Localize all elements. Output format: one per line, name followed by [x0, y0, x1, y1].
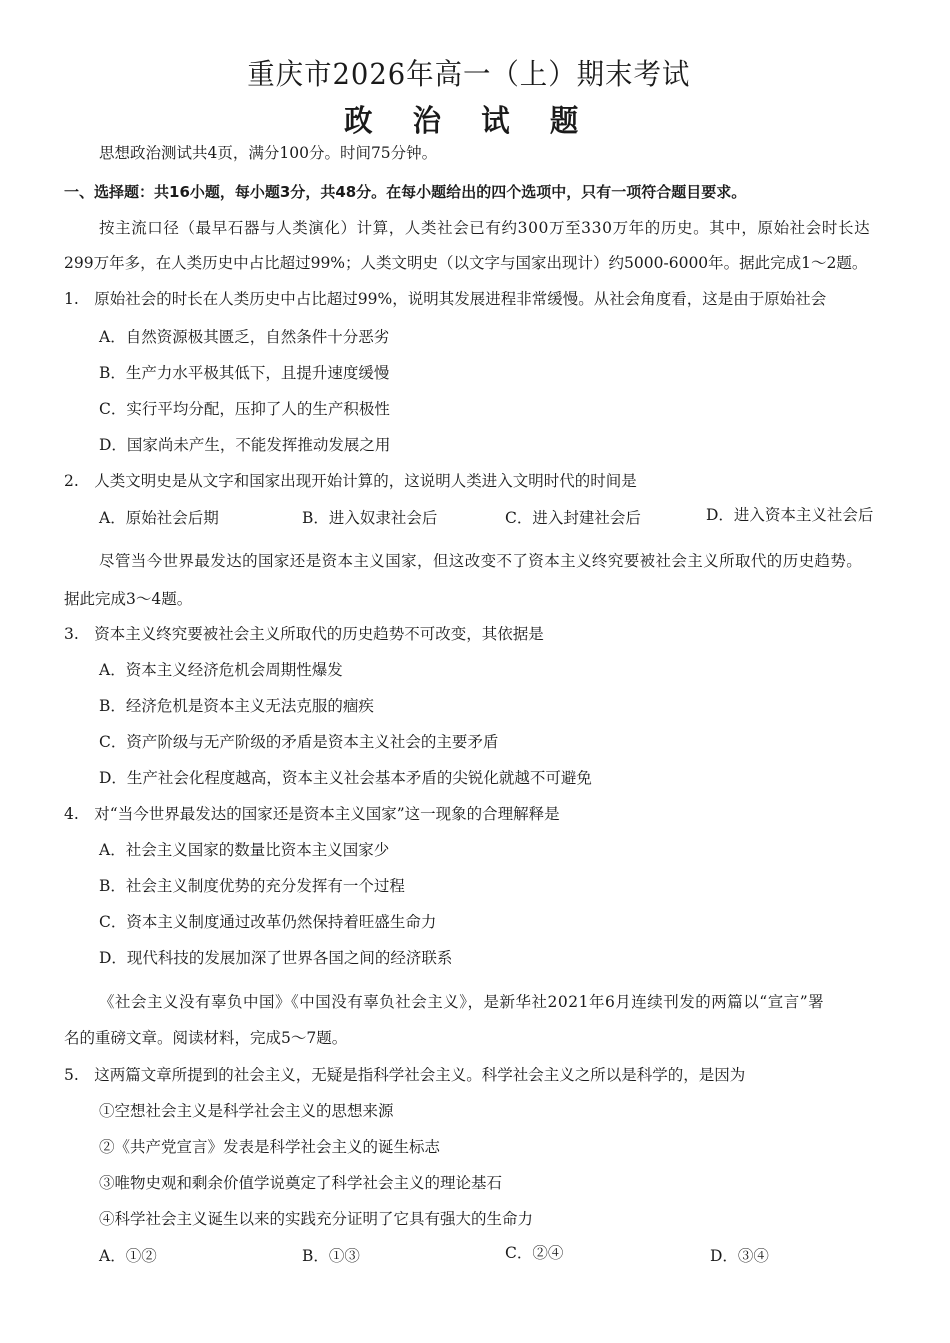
material-2-line-2: 据此完成3～4题。 — [64, 590, 193, 608]
question-1-stem: 1. 原始社会的时长在人类历史中占比超过99%，说明其发展进程非常缓慢。从社会角度看，这是由于原始社会 — [64, 290, 827, 308]
question-4-option-a: A．社会主义国家的数量比资本主义国家少 — [99, 841, 390, 859]
question-5-option-d: D．③④ — [710, 1247, 769, 1265]
material-1-line-2: 299万年多，在人类历史中占比超过99%；人类文明史（以文字与国家出现计）约5000-6000年。据此完成1～2题。 — [64, 254, 868, 272]
question-5-statement-1: ①空想社会主义是科学社会主义的思想来源 — [99, 1102, 394, 1120]
section-heading: 一、选择题：共16小题，每小题3分，共48分。在每小题给出的四个选项中，只有一项符合题目要求。 — [64, 183, 747, 201]
material-1-line-1: 按主流口径（最早石器与人类演化）计算，人类社会已有约300万至330万年的历史。其中，原始社会时长达 — [99, 219, 871, 237]
question-5-statement-3: ③唯物史观和剩余价值学说奠定了科学社会主义的理论基石 — [99, 1174, 503, 1192]
question-3-option-d: D．生产社会化程度越高，资本主义社会基本矛盾的尖锐化就越不可避免 — [99, 769, 592, 787]
question-5-option-c: C．②④ — [505, 1244, 564, 1262]
question-2-option-d: D．进入资本主义社会后 — [706, 506, 874, 524]
question-5-statement-2: ②《共产党宣言》发表是科学社会主义的诞生标志 — [99, 1138, 441, 1156]
question-4-option-d: D．现代科技的发展加深了世界各国之间的经济联系 — [99, 949, 453, 967]
exam-title: 重庆市2026年高一（上）期末考试 — [247, 57, 691, 91]
question-3-option-a: A．资本主义经济危机会周期性爆发 — [99, 661, 343, 679]
question-5-option-b: B．①③ — [302, 1247, 360, 1265]
question-3-stem: 3. 资本主义终究要被社会主义所取代的历史趋势不可改变，其依据是 — [64, 625, 544, 643]
exam-note: 思想政治测试共4页，满分100分。时间75分钟。 — [99, 144, 438, 162]
question-1-option-a: A．自然资源极其匮乏，自然条件十分恶劣 — [99, 328, 390, 346]
question-1-option-c: C．实行平均分配，压抑了人的生产积极性 — [99, 400, 390, 418]
subject-title: 政 治 试 题 — [344, 104, 594, 139]
material-2-line-1: 尽管当今世界最发达的国家还是资本主义国家，但这改变不了资本主义终究要被社会主义所取代的历史趋势。 — [99, 552, 863, 570]
question-2-stem: 2. 人类文明史是从文字和国家出现开始计算的，这说明人类进入文明时代的时间是 — [64, 472, 637, 490]
question-5-option-a: A．①② — [99, 1247, 157, 1265]
question-5-statement-4: ④科学社会主义诞生以来的实践充分证明了它具有强大的生命力 — [99, 1210, 534, 1228]
question-4-option-b: B．社会主义制度优势的充分发挥有一个过程 — [99, 877, 405, 895]
material-3-line-1: 《社会主义没有辜负中国》《中国没有辜负社会主义》，是新华社2021年6月连续刊发的两篇以“宣言”署 — [99, 993, 825, 1011]
question-3-option-c: C．资产阶级与无产阶级的矛盾是资本主义社会的主要矛盾 — [99, 733, 499, 751]
question-3-option-b: B．经济危机是资本主义无法克服的痼疾 — [99, 697, 374, 715]
material-3-line-2: 名的重磅文章。阅读材料，完成5～7题。 — [64, 1029, 348, 1047]
question-5-stem: 5. 这两篇文章所提到的社会主义，无疑是指科学社会主义。科学社会主义之所以是科学的，是因为 — [64, 1066, 746, 1084]
question-4-stem: 4. 对“当今世界最发达的国家还是资本主义国家”这一现象的合理解释是 — [64, 805, 560, 823]
question-1-option-d: D．国家尚未产生，不能发挥推动发展之用 — [99, 436, 391, 454]
question-2-option-c: C．进入封建社会后 — [505, 509, 641, 527]
question-2-option-b: B．进入奴隶社会后 — [302, 509, 438, 527]
question-4-option-c: C．资本主义制度通过改革仍然保持着旺盛生命力 — [99, 913, 437, 931]
question-1-option-b: B．生产力水平极其低下，且提升速度缓慢 — [99, 364, 390, 382]
question-2-option-a: A．原始社会后期 — [99, 509, 219, 527]
